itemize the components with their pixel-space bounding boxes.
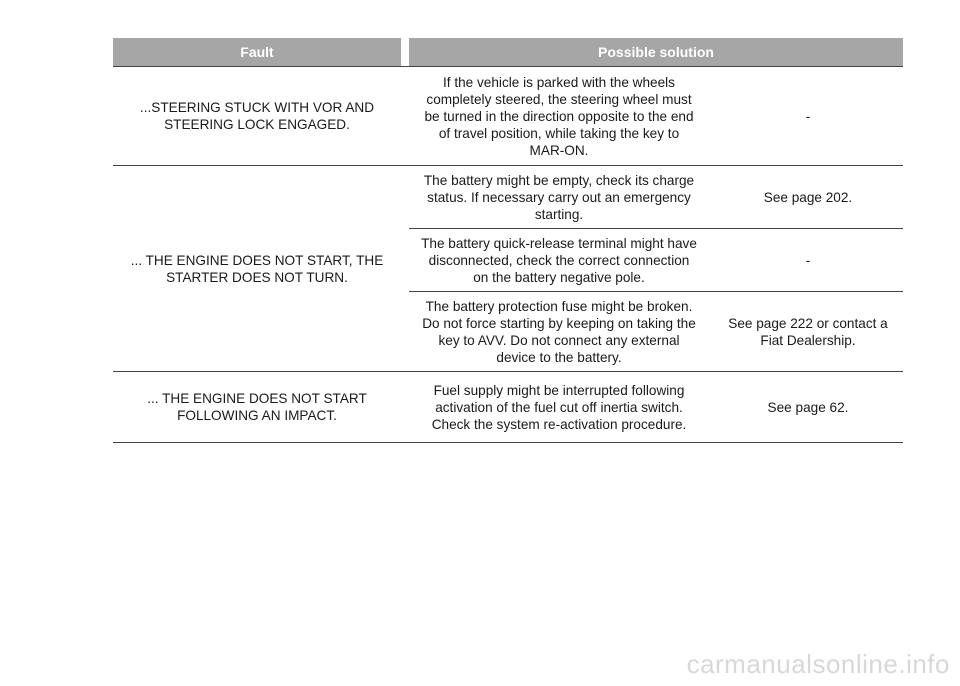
cause-cell: [409, 67, 709, 165]
fault-text: ... THE ENGINE DOES NOT START, THE STARTER DOES NOT TURN.: [130, 252, 384, 285]
table-bottom-border: [113, 442, 903, 443]
reference-cell: [713, 166, 903, 228]
fault-cell-engine-no-start: [113, 166, 401, 371]
reference-text: -: [805, 252, 811, 268]
header-fault: Fault: [113, 38, 401, 66]
reference-cell: [713, 372, 903, 442]
cause-text: The battery might be empty, check its charge status. If necessary carry out an emergency starting.: [423, 172, 695, 222]
cause-cell: [409, 372, 709, 442]
reference-cell: [713, 292, 903, 371]
reference-text: See page 62.: [767, 399, 849, 415]
cause-text: The battery quick-release terminal might have disconnected, check the correct connection on the battery negative pole.: [421, 235, 697, 285]
reference-cell: [713, 67, 903, 165]
fault-cell-engine-after-impact: [113, 372, 401, 442]
reference-text: See page 202.: [763, 189, 853, 205]
watermark: carmanualsonline.info: [686, 649, 950, 679]
reference-text: See page 222 or contact a Fiat Dealership.: [728, 315, 888, 348]
reference-text: -: [805, 108, 811, 124]
cause-text: The battery protection fuse might be broken. Do not force starting by keeping on taking the key to AVV. Do not connect any external device to the battery.: [422, 298, 696, 365]
cause-cell: [409, 166, 709, 228]
cause-cell: [409, 229, 709, 291]
cause-cell: [409, 292, 709, 371]
header-possible-solution: Possible solution: [409, 38, 903, 66]
fault-text: ... THE ENGINE DOES NOT START FOLLOWING AN IMPACT.: [147, 391, 367, 423]
fault-cell-steering: [113, 67, 401, 165]
cause-text: If the vehicle is parked with the wheels completely steered, the steering wheel must be turned in the direction opposite to the end of travel position, while taking the key to MAR-ON.: [424, 74, 694, 158]
fault-text: ...STEERING STUCK WITH VOR AND STEERING LOCK ENGAGED.: [139, 100, 375, 132]
reference-cell: [713, 229, 903, 291]
cause-text: Fuel supply might be interrupted following activation of the fuel cut off inertia switch. Check the system re-activation procedure.: [431, 382, 687, 432]
